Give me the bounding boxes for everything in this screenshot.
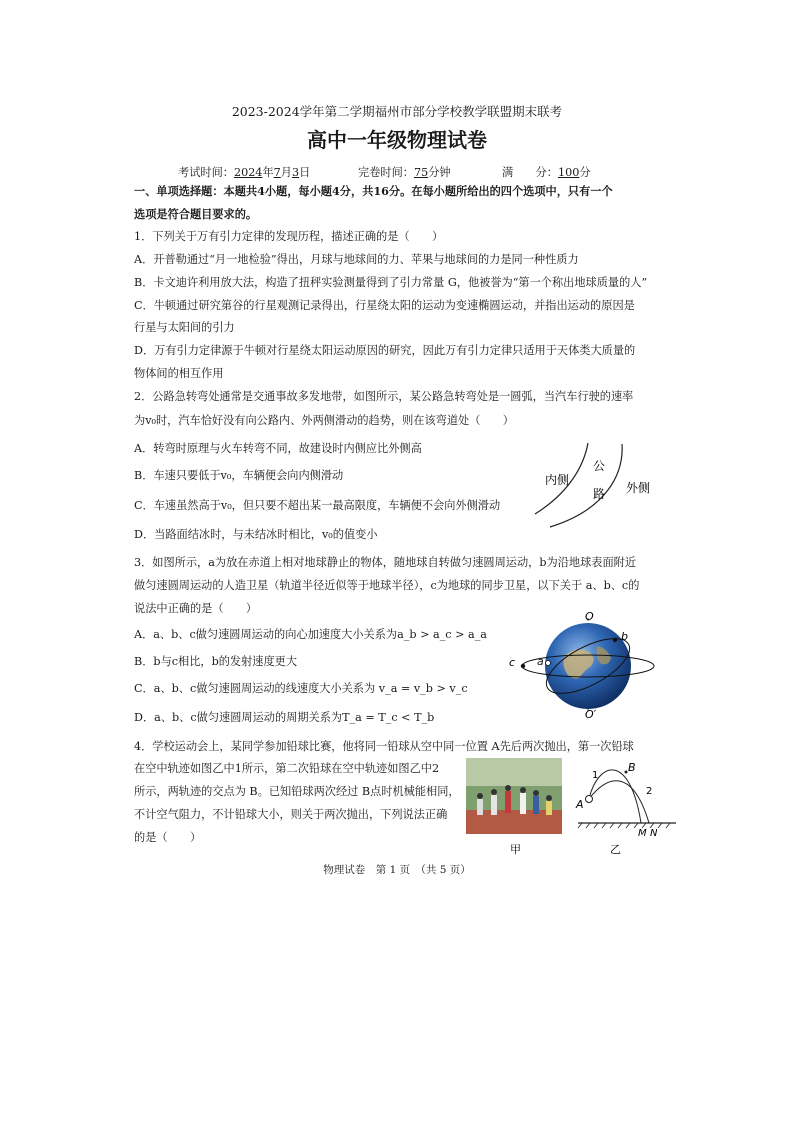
q1-option-a: A．开普勒通过“月一地检验”得出，月球与地球间的力、苹果与地球间的力是同一种性质力 [134,253,579,266]
section-heading-cont: 选项是符合题目要求的。 [134,207,258,221]
earth-satellite-figure [505,610,665,720]
q2-option-a: A．转弯时原理与火车转弯不同，故建设时内侧应比外侧高 [134,442,422,455]
label-inner: 内侧 [545,473,570,487]
year-unit: 年 [262,166,274,179]
score-value: 100 [557,166,580,179]
exam-day: 3 [291,166,300,179]
label-b: b [621,630,628,643]
q4-stem-5: 的是（ ） [134,831,202,844]
q4-stem: 4．学校运动会上，某同学参加铅球比赛，他将同一铅球从空中同一位置 A先后两次抛出，第一次铅球 [134,740,634,753]
label-m: M [638,828,647,839]
exam-duration [358,165,451,181]
label-outer: 外侧 [626,481,651,495]
satellite-c [521,664,525,668]
q3-option-c: C．a、b、c做匀速圆周运动的线速度大小关系为 v_a = v_b > v_c [134,682,468,695]
q1-option-d: D．万有引力定律源于牛顿对行星绕太阳运动原因的研究，因此万有引力定律只适用于天体类大质量的 [134,344,636,357]
month-unit: 月 [280,166,292,179]
score-unit: 分 [579,166,591,179]
exam-score [502,165,591,181]
exam-title: 高中一年级物理试卷 [307,128,487,152]
photo-caption: 甲 [510,843,521,856]
q3-stem-end: 说法中正确的是（ ） [134,602,258,615]
road-curve-figure [530,440,670,530]
q1-option-b: B．卡文迪许利用放大法，构造了扭秤实验测量得到了引力常量 G，他被誉为“第一个称出地球质量的人” [134,276,648,289]
q2-stem-cont: 为v₀时，汽车恰好没有向公路内、外两侧滑动的趋势，则在该弯道处（ ） [134,414,514,427]
q4-stem-4: 不计空气阻力，不计铅球大小，则关于两次抛出，下列说法正确 [134,808,448,821]
label-road-1: 公 [593,459,606,473]
label-o: O [585,610,594,623]
q3-option-b: B．b与c相比，b的发射速度更大 [134,655,298,668]
exam-month: 7 [273,166,281,179]
duration-value: 75 [413,166,429,179]
q4-stem-2: 在空中轨迹如图乙中1所示，第二次铅球在空中轨迹如图乙中2 [134,762,440,775]
exam-info-line [178,165,310,181]
shot-put-photo [466,758,562,858]
q1-option-d-cont: 物体间的相互作用 [134,367,224,380]
exam-year: 2024 [233,166,263,179]
q3-option-a: A．a、b、c做匀速圆周运动的向心加速度大小关系为a_b > a_c > a_a [134,628,487,641]
duration-unit: 分钟 [428,166,451,179]
day-unit: 日 [299,166,311,179]
label-a: a [537,655,544,668]
label-c: c [509,656,516,669]
label-o-prime: O′ [585,708,597,720]
exam-header-line: 2023-2024学年第二学期福州市部分学校教学联盟期末联考 [231,104,563,119]
score-label: 满 分： [502,166,558,179]
label-a: A [576,798,584,811]
figure-caption: 乙 [610,843,621,856]
duration-label: 完卷时间： [358,166,414,179]
q4-stem-3: 所示，两轨迹的交点为 B。已知铅球两次经过 B点时机械能相同， [134,785,460,798]
q2-option-c: C．车速虽然高于v₀，但只要不超出某一最高限度，车辆便不会向外侧滑动 [134,499,501,512]
section-heading: 一、单项选择题：本题共4小题，每小题4分，共16分。在每小题所给出的四个选项中，只有一个 [134,184,613,198]
trajectory-figure [572,756,680,860]
shot-put-ball [586,796,593,803]
label-b: B [628,761,636,774]
q3-stem-cont: 做匀速圆周运动的人造卫星（轨道半径近似等于地球半径），c为地球的同步卫星，以下关于 a、b、c的 [134,579,640,592]
label-road-2: 路 [593,487,606,501]
label-trajectory-2: 2 [646,786,653,797]
q2-option-b: B．车速只要低于v₀，车辆便会向内侧滑动 [134,469,344,482]
q2-stem: 2．公路急转弯处通常是交通事故多发地带，如图所示，某公路急转弯处是一圆弧，当汽车行驶的速率 [134,390,634,403]
q1-option-c-cont: 行星与太阳间的引力 [134,321,235,334]
satellite-b [613,638,617,642]
q1-stem: 1．下列关于万有引力定律的发现历程，描述正确的是（ ） [134,230,444,243]
q2-option-d: D．当路面结冰时，与未结冰时相比，v₀的值变小 [134,528,378,541]
q3-option-d: D．a、b、c做匀速圆周运动的周期关系为T_a = T_c < T_b [134,711,435,724]
page-footer: 物理试卷 第 1 页 （共 5 页） [323,864,471,876]
object-a [546,661,551,666]
label-trajectory-1: 1 [592,770,599,781]
label-n: N [650,828,658,839]
q3-stem: 3．如图所示，a为放在赤道上相对地球静止的物体，随地球自转做匀速圆周运动，b为沿地球表面附近 [134,556,637,569]
exam-time-label: 考试时间： [178,166,234,179]
q1-option-c: C．牛顿通过研究第谷的行星观测记录得出，行星绕太阳的运动为变速椭圆运动，并指出运动的原因是 [134,299,635,312]
